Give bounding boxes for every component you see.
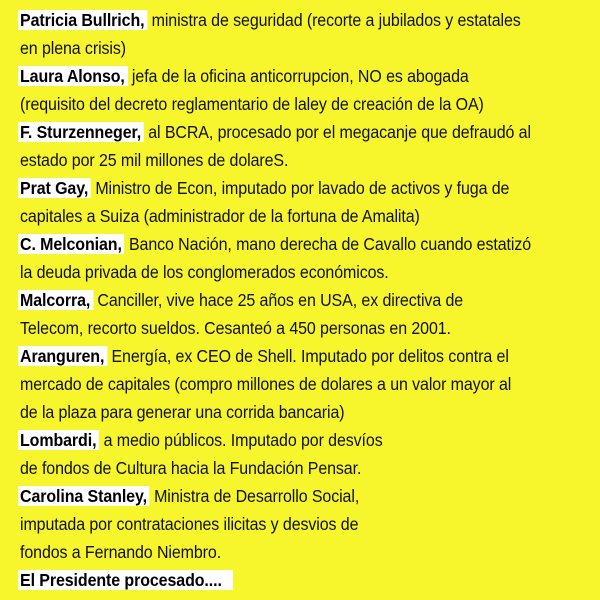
closing-line bbox=[20, 566, 554, 594]
entry-text: Canciller, vive hace 25 años en USA, ex directiva de bbox=[97, 290, 464, 310]
entry-line bbox=[20, 90, 554, 118]
person-name: C. Melconian, bbox=[18, 234, 124, 254]
entry-line bbox=[20, 6, 554, 34]
entry-line bbox=[20, 174, 554, 202]
entry-text: ministra de seguridad (recorte a jubilados y estatales bbox=[151, 10, 521, 30]
entry-text: estado por 25 mil millones de dolareS. bbox=[20, 150, 289, 170]
entry-line bbox=[20, 538, 554, 566]
entry-line bbox=[20, 454, 554, 482]
entry-text: Banco Nación, mano derecha de Cavallo cuando estatizó bbox=[128, 234, 532, 254]
text-block bbox=[20, 6, 594, 594]
entry-line bbox=[20, 286, 554, 314]
entry-line bbox=[20, 34, 554, 62]
person-name: Lombardi, bbox=[18, 430, 99, 450]
entry-text: Telecom, recorto sueldos. Cesanteó a 450 personas en 2001. bbox=[20, 318, 451, 338]
entry-text: imputada por contrataciones ilicitas y desvios de bbox=[20, 514, 359, 534]
entry-line bbox=[20, 62, 554, 90]
entry-line bbox=[20, 230, 554, 258]
entry-text: la deuda privada de los conglomerados económicos. bbox=[20, 262, 389, 282]
entry-line bbox=[20, 342, 554, 370]
entry-text: (requisito del decreto reglamentario de laley de creación de la OA) bbox=[20, 94, 484, 114]
entry-line bbox=[20, 426, 554, 454]
entry-line bbox=[20, 510, 554, 538]
person-name: F. Sturzenneger, bbox=[18, 122, 144, 142]
entry-text: jefa de la oficina anticorrupcion, NO es abogada bbox=[131, 66, 469, 86]
person-name: Patricia Bullrich, bbox=[18, 10, 147, 30]
person-name: Malcorra, bbox=[18, 290, 93, 310]
entry-text: Energía, ex CEO de Shell. Imputado por delitos contra el bbox=[111, 346, 509, 366]
entry-line bbox=[20, 314, 554, 342]
person-name: Laura Alonso, bbox=[18, 66, 127, 86]
entry-line bbox=[20, 398, 554, 426]
entry-line bbox=[20, 118, 554, 146]
entry-line bbox=[20, 146, 554, 174]
entry-line bbox=[20, 370, 554, 398]
entry-line bbox=[20, 202, 554, 230]
entry-text: capitales a Suiza (administrador de la fortuna de Amalita) bbox=[20, 206, 420, 226]
person-name: Aranguren, bbox=[18, 346, 107, 366]
entry-text: de fondos de Cultura hacia la Fundación Pensar. bbox=[20, 458, 362, 478]
entry-text: de la plaza para generar una corrida bancaria) bbox=[20, 402, 345, 422]
person-name: Prat Gay, bbox=[18, 178, 91, 198]
entry-line bbox=[20, 258, 554, 286]
person-name: Carolina Stanley, bbox=[18, 486, 150, 506]
entry-text: a medio públicos. Imputado por desvíos bbox=[103, 430, 383, 450]
entry-text: mercado de capitales (compro millones de dolares a un valor mayor al bbox=[20, 374, 512, 394]
entry-text: Ministra de Desarrollo Social, bbox=[154, 486, 360, 506]
entry-text: Ministro de Econ, imputado por lavado de activos y fuga de bbox=[95, 178, 510, 198]
entry-text: fondos a Fernando Niembro. bbox=[20, 542, 222, 562]
entry-text: al BCRA, procesado por el megacanje que defraudó al bbox=[148, 122, 531, 142]
entry-text: en plena crisis) bbox=[20, 38, 127, 58]
entry-line bbox=[20, 482, 554, 510]
closing-text: El Presidente procesado.... bbox=[18, 570, 233, 590]
